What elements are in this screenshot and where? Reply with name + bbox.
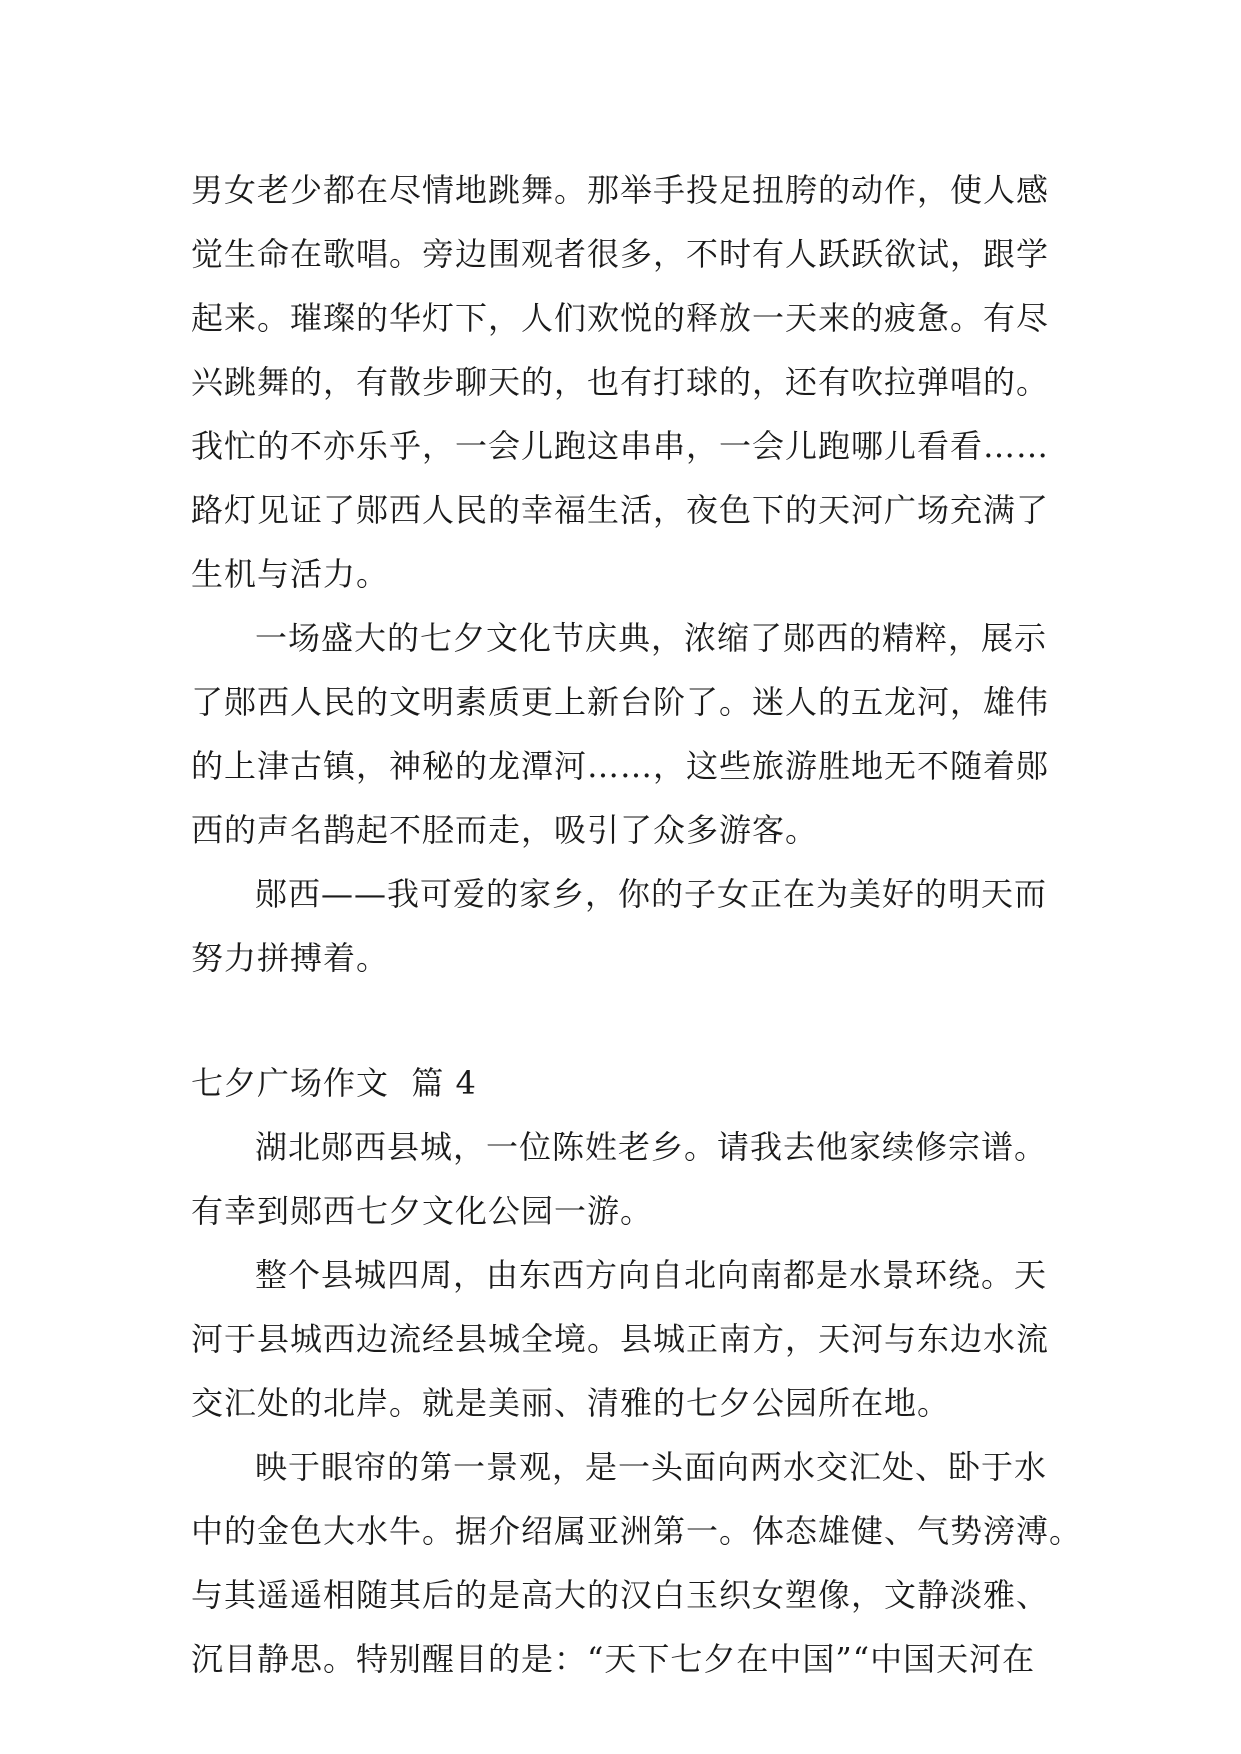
text-line: 有幸到郧西七夕文化公园一游。 <box>191 1192 654 1230</box>
text-line: 我忙的不亦乐乎，一会儿跑这串串，一会儿跑哪儿看看…… <box>191 427 1050 465</box>
paragraph-2 <box>191 606 1091 862</box>
text-line: 一场盛大的七夕文化节庆典，浓缩了郧西的精粹，展示 <box>255 619 1048 657</box>
paragraph-4 <box>191 1115 1091 1243</box>
text-line: 湖北郧西县城，一位陈姓老乡。请我去他家续修宗谱。 <box>255 1128 1048 1166</box>
paragraph-5 <box>191 1243 1091 1435</box>
text-line: 了郧西人民的文明素质更上新台阶了。迷人的五龙河，雄伟 <box>191 683 1050 721</box>
text-line: 起来。璀璨的华灯下，人们欢悦的释放一天来的疲惫。有尽 <box>191 299 1050 337</box>
text-line: 沉目静思。特别醒目的是：“天下七夕在中国”“中国天河在 <box>191 1640 1036 1678</box>
section-heading: 七夕广场作文 篇 4 <box>191 1064 477 1102</box>
paragraph-1 <box>191 158 1091 606</box>
text-line: 与其遥遥相随其后的是高大的汉白玉织女塑像，文静淡雅、 <box>191 1576 1050 1614</box>
paragraph-6 <box>191 1435 1091 1691</box>
text-line: 男女老少都在尽情地跳舞。那举手投足扭胯的动作，使人感 <box>191 171 1050 209</box>
section-gap <box>191 990 1091 1051</box>
text-line: 西的声名鹊起不胫而走，吸引了众多游客。 <box>191 811 819 849</box>
text-line: 交汇处的北岸。就是美丽、清雅的七夕公园所在地。 <box>191 1384 951 1422</box>
text-line: 映于眼帘的第一景观，是一头面向两水交汇处、卧于水 <box>255 1448 1048 1486</box>
text-line: 河于县城西边流经县城全境。县城正南方，天河与东边水流 <box>191 1320 1050 1358</box>
text-line: 整个县城四周，由东西方向自北向南都是水景环绕。天 <box>255 1256 1048 1294</box>
text-line: 郧西——我可爱的家乡，你的子女正在为美好的明天而 <box>255 875 1048 913</box>
text-line: 的上津古镇，神秘的龙潭河……，这些旅游胜地无不随着郧 <box>191 747 1050 785</box>
paragraph-3 <box>191 862 1091 990</box>
text-line: 中的金色大水牛。据介绍属亚洲第一。体态雄健、气势滂溥。 <box>191 1512 1083 1550</box>
document-page <box>191 158 1091 1691</box>
text-line: 兴跳舞的，有散步聊天的，也有打球的，还有吹拉弹唱的。 <box>191 363 1050 401</box>
text-line: 生机与活力。 <box>191 555 390 593</box>
text-line: 努力拼搏着。 <box>191 939 390 977</box>
text-line: 路灯见证了郧西人民的幸福生活，夜色下的天河广场充满了 <box>191 491 1050 529</box>
text-line: 觉生命在歌唱。旁边围观者很多，不时有人跃跃欲试，跟学 <box>191 235 1050 273</box>
